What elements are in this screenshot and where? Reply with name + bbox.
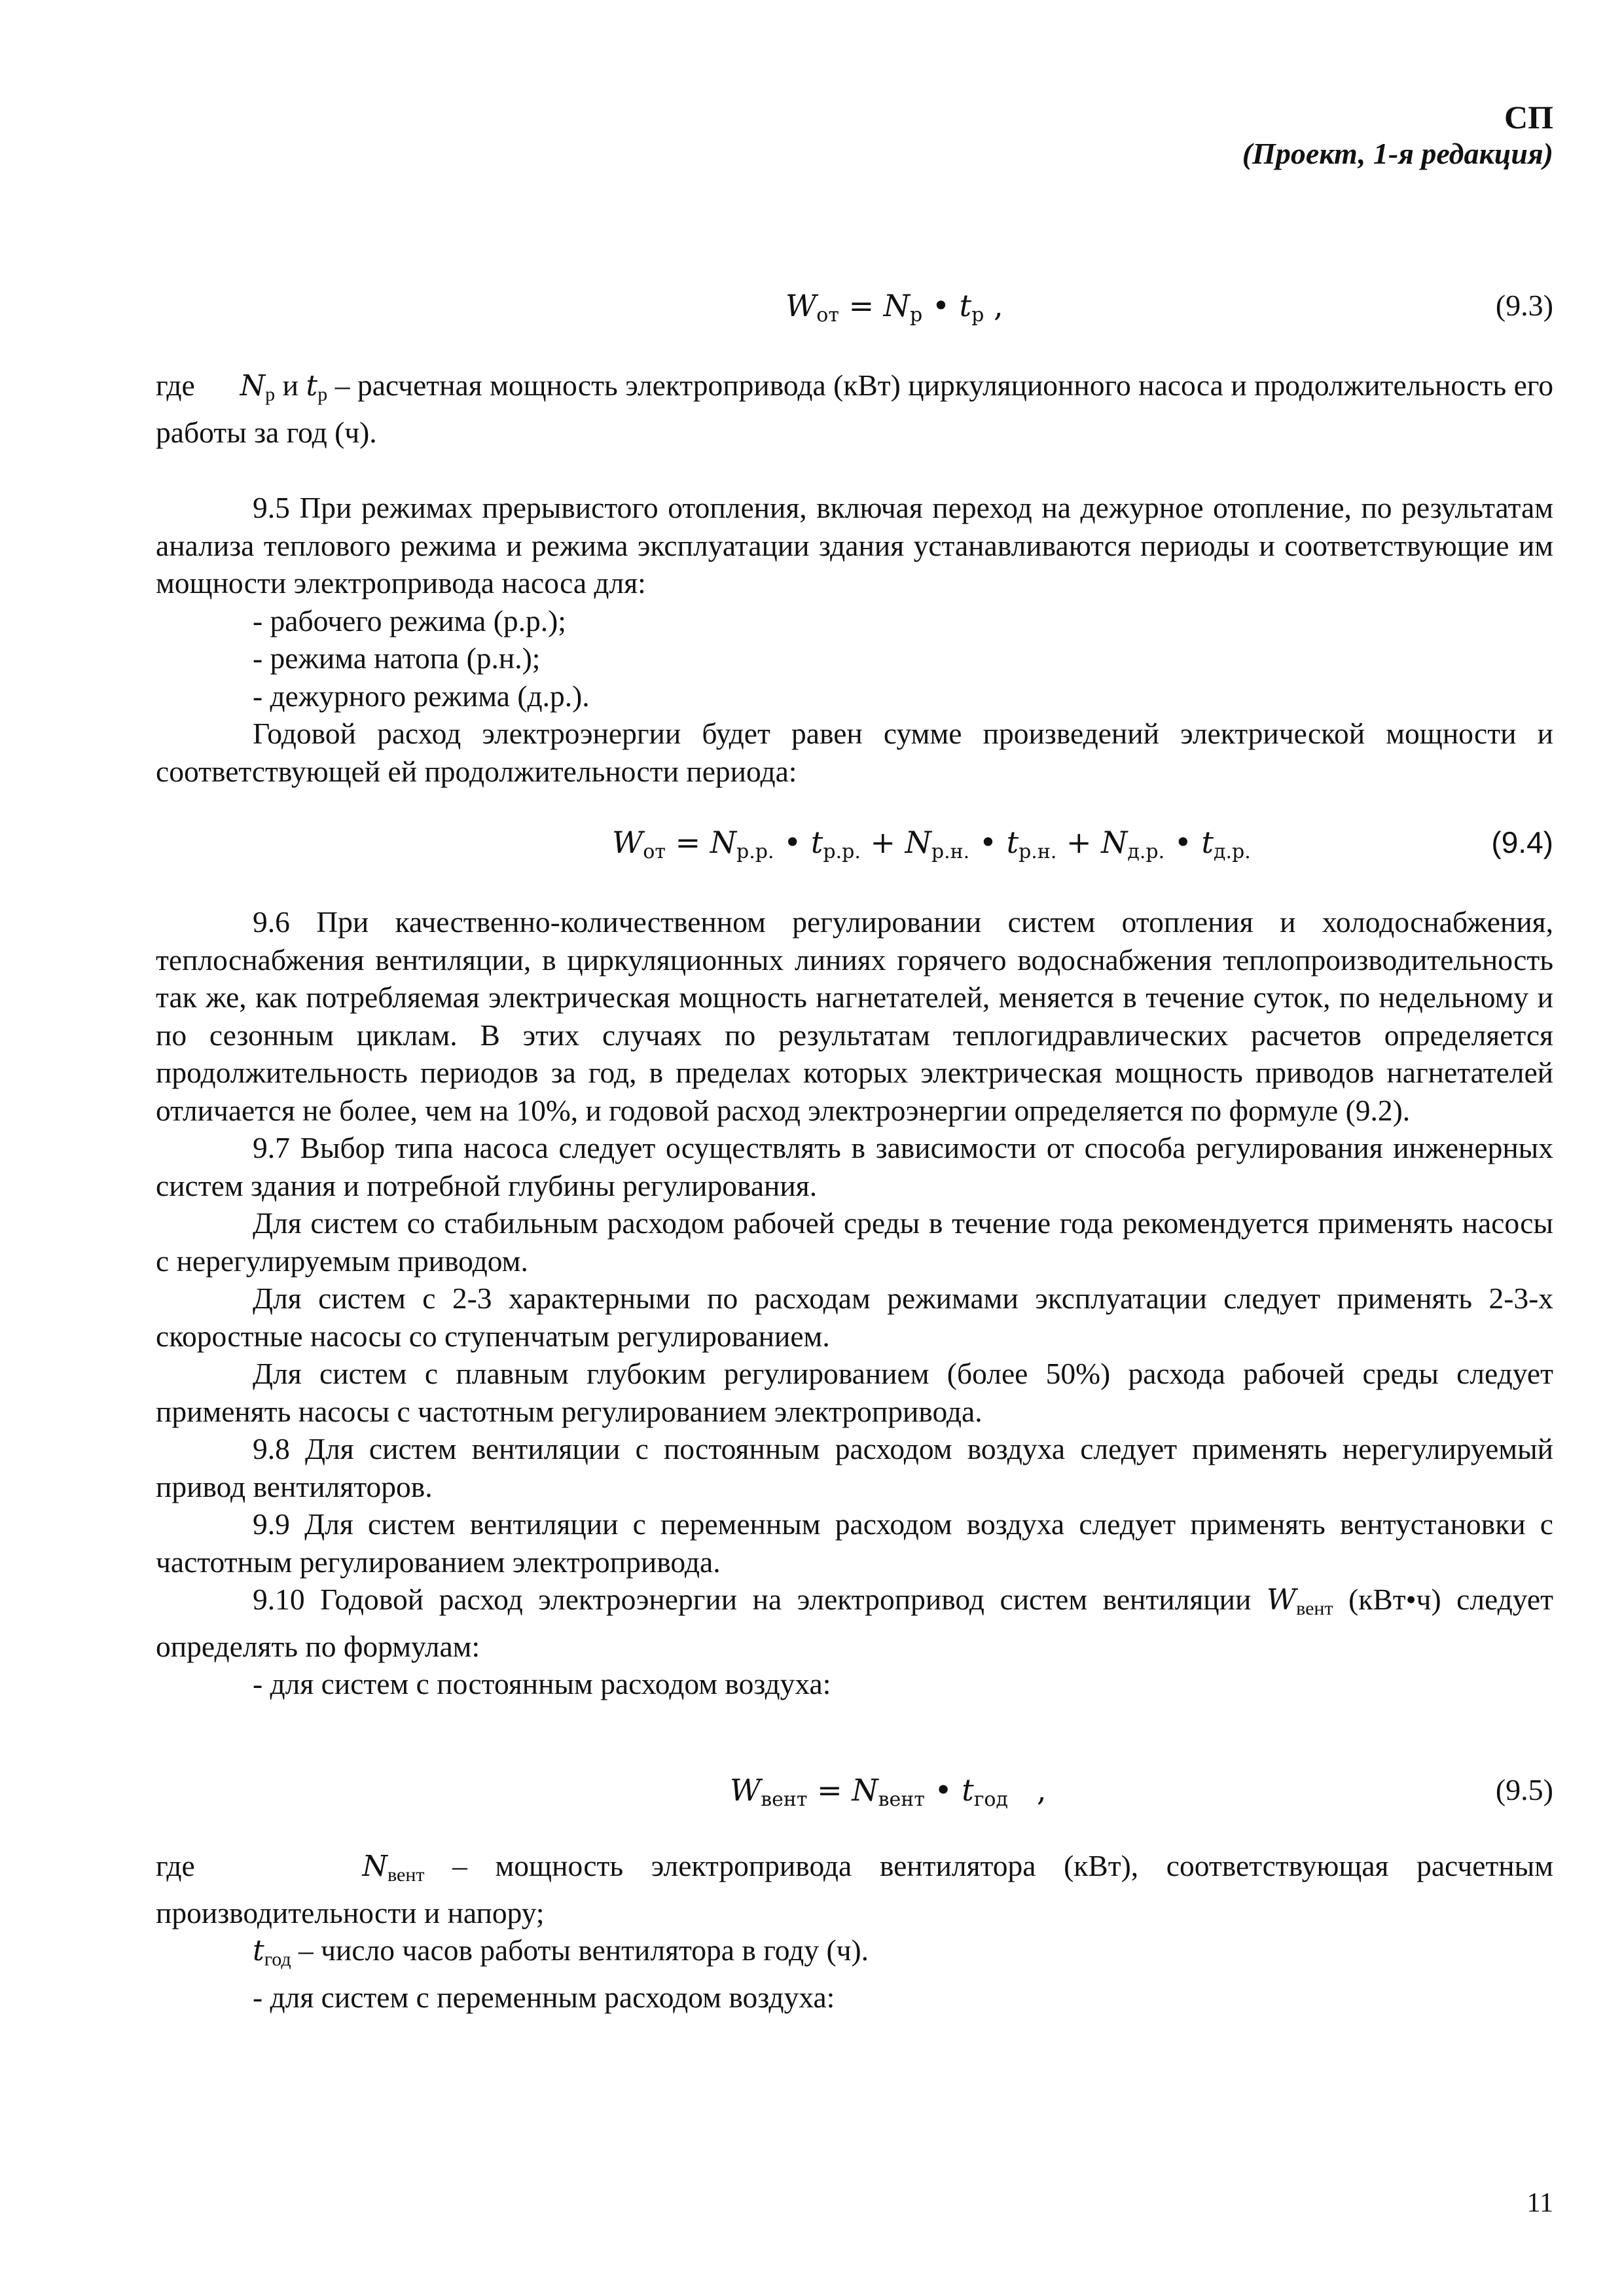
list-item-working-mode: - рабочего режима (р.р.); (253, 603, 566, 637)
paragraph-9-7-multispeed: Для систем с 2-3 характерными по расходам режимами эксплуатации следует применять 2-3-х скоростные насосы со ступенчатым регулированием. (156, 1282, 1553, 1353)
list-item-constant-flow: - для систем с постоянным расходом воздуха: (253, 1667, 831, 1700)
paragraph-9-10: 9.10 Годовой расход электроэнергии на электропривод систем вентиляции $W_{вент}$ (кВт•ч) следует определять по формулам: (156, 1583, 1554, 1663)
paragraph-9-8: 9.8 Для систем вентиляции с постоянным расходом воздуха следует применять нерегулируемый привод вентиляторов. (156, 1432, 1553, 1503)
paragraph-9-9: 9.9 Для систем вентиляции с переменным расходом воздуха следует применять вентустановки с частотным регулированием электропривода. (156, 1507, 1553, 1579)
text-block-2 (156, 903, 1553, 1703)
text-block-1 (156, 367, 1553, 790)
page-number: 11 (1526, 2188, 1553, 2218)
paragraph-9-5-annual: Годовой расход электроэнергии будет равен сумме произведений электрической мощности и соответствующей ей продолжительности периода: (156, 717, 1553, 788)
where-paragraph-2: где $N_{вент}$ – мощность электропривода вентилятора (кВт), соответствующая расчетным производительности и напору; (156, 1849, 1554, 1929)
list-item-heating-mode: - режима натопа (р.н.); (253, 641, 541, 675)
where-hours-line: $t_{год}$ – число часов работы вентилятора в году (ч). (253, 1933, 869, 1970)
where-paragraph-1: где $N_р$ и $t_р$ – расчетная мощность электропривода (кВт) циркуляционного насоса и продолжительность его работы за год (ч). (156, 368, 1554, 449)
formula-9-5: $W_{вент} = N_{вент}$ • $t_{год}$ , (730, 1772, 1047, 1811)
equation-number-9-5: (9.5) (1495, 1773, 1553, 1806)
equation-number-9-4: (9.4) (1491, 825, 1553, 859)
equation-number-9-3: (9.3) (1495, 289, 1553, 322)
list-item-standby-mode: - дежурного режима (д.р.). (253, 679, 590, 713)
paragraph-9-7-stable: Для систем со стабильным расходом рабочей среды в течение года рекомендуется применять насосы с нерегулируемым приводом. (156, 1206, 1553, 1278)
header-code: СП (1504, 99, 1553, 135)
paragraph-9-5: 9.5 При режимах прерывистого отопления, включая переход на дежурное отопление, по результатам анализа теплового режима и режима эксплуатации здания устанавливаются периоды и соответствующие им мощности электропривода насоса для: (156, 491, 1553, 600)
list-item-variable-flow: - для систем с переменным расходом воздуха: (253, 1980, 835, 2014)
paragraph-9-7: 9.7 Выбор типа насоса следует осуществлять в зависимости от способа регулирования инженерных систем здания и потребной глубины регулирования. (156, 1131, 1553, 1202)
header-subtitle: (Проект, 1-я редакция) (1242, 137, 1553, 170)
formula-9-4: $W_{от} = N_{р.р.}$ • $t_{р.р.} + N_{р.н.}$ • $t_{р.н.} + N_{д.р.}$ • $t_{д.р.}$ (612, 825, 1251, 863)
paragraph-9-7-frequency: Для систем с плавным глубоким регулированием (более 50%) расхода рабочей среды следует применять насосы с частотным регулированием электропривода. (156, 1357, 1553, 1428)
formula-9-3: $W_{от} = N_р$ • $t_р$ , (785, 288, 1003, 327)
equation-9-4 (0, 819, 1624, 865)
text-block-3 (156, 1847, 1553, 2016)
paragraph-9-6: 9.6 При качественно-количественном регулировании систем отопления и холодоснабжения, теплоснабжения вентиляции, в циркуляционных линиях горячего водоснабжения теплопроизводительность так же, как потребляемая электрическая мощность нагнетателей, меняется в течение суток, по недельному и по сезонным циклам. В этих случаях по результатам теплогидравлических расчетов определяется продолжительность периодов за год, в пределах которых электрическая мощность приводов нагнетателей отличается не более, чем на 10%, и годовой расход электроэнергии определяется по формуле (9.2). (156, 905, 1553, 1127)
equation-9-5 (0, 1767, 1624, 1813)
equation-9-3 (0, 283, 1624, 329)
